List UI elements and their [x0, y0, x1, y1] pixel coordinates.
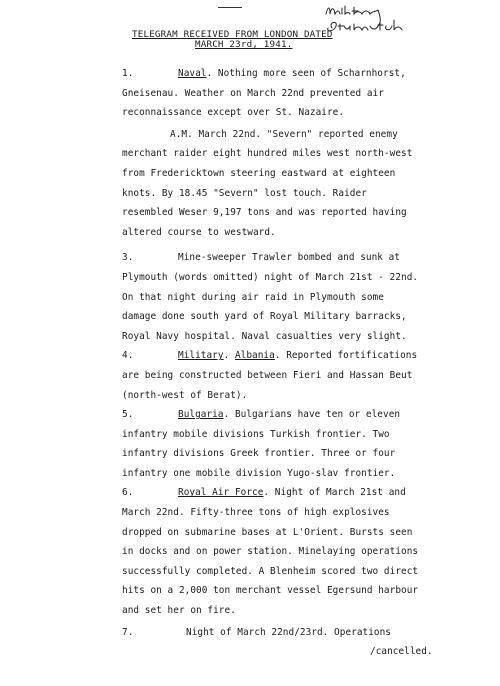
section-minesweeper: 3. Mine-sweeper Trawler bombed and sunk at Plymouth (words omitted) night of March 21st - 22nd. On that night during air raid in Plymouth some damage done south yard of Royal Military barracks, Royal Navy hospital. Naval casualties very slight. [122, 248, 472, 346]
section-operations: 7. Night of March 22nd/23rd. Operations /cancelled. [122, 623, 472, 662]
header-line-1: TELEGRAM RECEIVED FROM LONDON DATED [132, 29, 333, 40]
telegram-body [122, 64, 472, 662]
section-heading: Royal Air Force [178, 487, 264, 499]
pen-dash-mark [218, 7, 242, 8]
section-number: 1. [122, 68, 134, 79]
section-heading: Bulgaria [178, 409, 224, 421]
header-line-2: MARCH 23rd, 1941. [195, 39, 293, 50]
section-number: 6. [122, 487, 134, 499]
section-heading: Military [178, 350, 224, 362]
section-number: 4. [122, 350, 134, 362]
section-royal-air-force: 6. Royal Air Force. Night of March 21st and March 22nd. Fifty-three tons of high explosives dropped on submarine bases at L'Orient. Bursts seen in docks and on power station. Minelaying operations successfully completed. A Blenheim scored two direct hits on a 2,000 ton merchant vessel Egersund harbour and set her on fire. [122, 483, 472, 620]
section-number: 3. [122, 252, 134, 264]
section-number: 7. [122, 626, 134, 638]
section-number: 5. [122, 409, 134, 421]
section-severn: A.M. March 22nd. "Severn" reported enemy merchant raider eight hundred miles west north-west from Fredericktown steering eastward at eighteen knots. By 18.45 "Severn" lost touch. Raider resembled Weser 9,197 tons and was reported having altered course to westward. [122, 128, 413, 238]
section-bulgaria: 5. Bulgaria. Bulgarians have ten or eleven infantry mobile divisions Turkish frontier. Two infantry divisions Greek frontier. Three or four infantry one mobile division Yugo-slav frontier. [122, 405, 472, 483]
section-military: 4. Military. Albania. Reported fortifications are being constructed between Fieri and Hassan Beut (north-west of Berat). [122, 346, 472, 405]
section-subheading: Albania [234, 350, 275, 362]
section-heading: Naval [178, 68, 207, 79]
section-naval: 1. Naval. Nothing more seen of Scharnhorst, Gneisenau. Weather on March 22nd prevented air reconnaissance except over St. Nazaire. [122, 64, 472, 123]
continued-marker: /cancelled. [370, 646, 433, 658]
telegram-header [132, 30, 362, 50]
